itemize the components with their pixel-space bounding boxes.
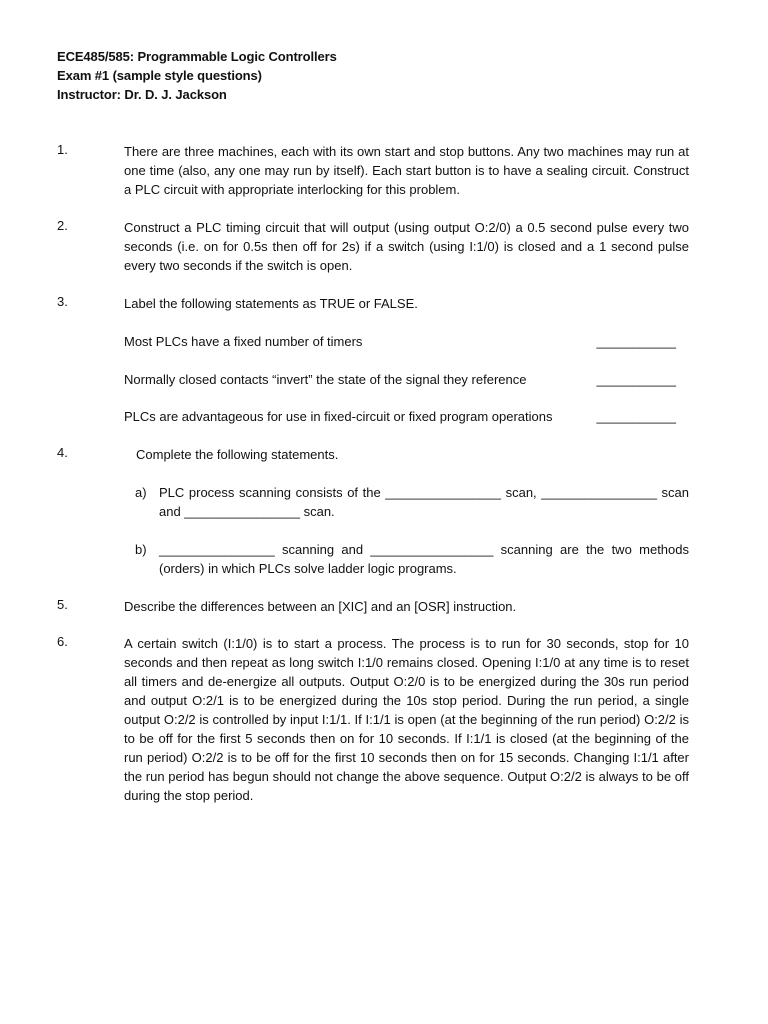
question-number: 2. [57,218,68,233]
statement-2 [124,370,676,389]
sub-label: a) [135,485,147,500]
question-text: Label the following statements as TRUE or FALSE. [124,296,418,311]
question-text: There are three machines, each with its own start and stop buttons. Any two machines may run at one time (also, any one may run by itself). Each start button is to have a sealing circuit. Construct a PLC circuit with appropriate interlocking for this problem. [124,144,689,197]
course-title: ECE485/585: Programmable Logic Controllers [57,49,337,64]
sub-label: b) [135,542,147,557]
sub-text: ________________ scanning and _________________ scanning are the two methods (orders) in which PLCs solve ladder logic programs. [159,542,689,576]
statement-3 [124,407,676,426]
statement-1 [124,332,676,351]
question-4b [135,540,689,578]
question-2 [57,218,689,275]
question-number: 3. [57,294,68,309]
question-4 [57,445,689,464]
question-3 [57,294,689,313]
statement-text: PLCs are advantageous for use in fixed-circuit or fixed program operations [124,409,553,424]
answer-blank[interactable]: ___________ [596,372,676,387]
question-number: 4. [57,445,68,460]
question-number: 1. [57,142,68,157]
answer-blank[interactable]: ___________ [596,334,676,349]
answer-blank[interactable]: ___________ [596,409,676,424]
question-number: 5. [57,597,68,612]
statement-text: Most PLCs have a fixed number of timers [124,334,363,349]
question-text: Construct a PLC timing circuit that will output (using output O:2/0) a 0.5 second pulse every two seconds (i.e. on for 0.5s then off for 2s) if a switch (using I:1/0) is closed and a 1 second pulse every two seconds if the switch is open. [124,220,689,273]
question-text: Complete the following statements. [136,447,339,462]
instructor: Instructor: Dr. D. J. Jackson [57,87,227,102]
question-number: 6. [57,634,68,649]
question-text: Describe the differences between an [XIC] and an [OSR] instruction. [124,599,517,614]
question-text: A certain switch (I:1/0) is to start a process. The process is to run for 30 seconds, stop for 10 seconds and then repeat as long switch I:1/0 remains closed. Opening I:1/0 at any time is to reset all timers and de-energize all outputs. Output O:2/0 is to be energized during the 30s run period and output O:2/1 is to be energized during the 10s stop period. During the run period, a single output O:2/2 is controlled by input I:1/1. If I:1/1 is open (at the beginning of the run period) O:2/2 is to be off for the first 5 seconds then on for 10 seconds. If I:1/1 is closed (at the beginning of the run period) O:2/2 is to be off for the first 10 seconds then on for 15 seconds. Changing I:1/1 after the run period has begun should not change the above sequence. Output O:2/2 is always to be off during the stop period. [124,636,689,803]
question-4a [135,483,689,521]
question-6 [57,634,689,805]
sub-text: PLC process scanning consists of the ________________ scan, ________________ scan and ________________ scan. [159,485,689,519]
question-5 [57,597,689,616]
question-1 [57,142,689,199]
header [57,47,337,104]
exam-title: Exam #1 (sample style questions) [57,68,262,83]
statement-text: Normally closed contacts “invert” the state of the signal they reference [124,372,527,387]
